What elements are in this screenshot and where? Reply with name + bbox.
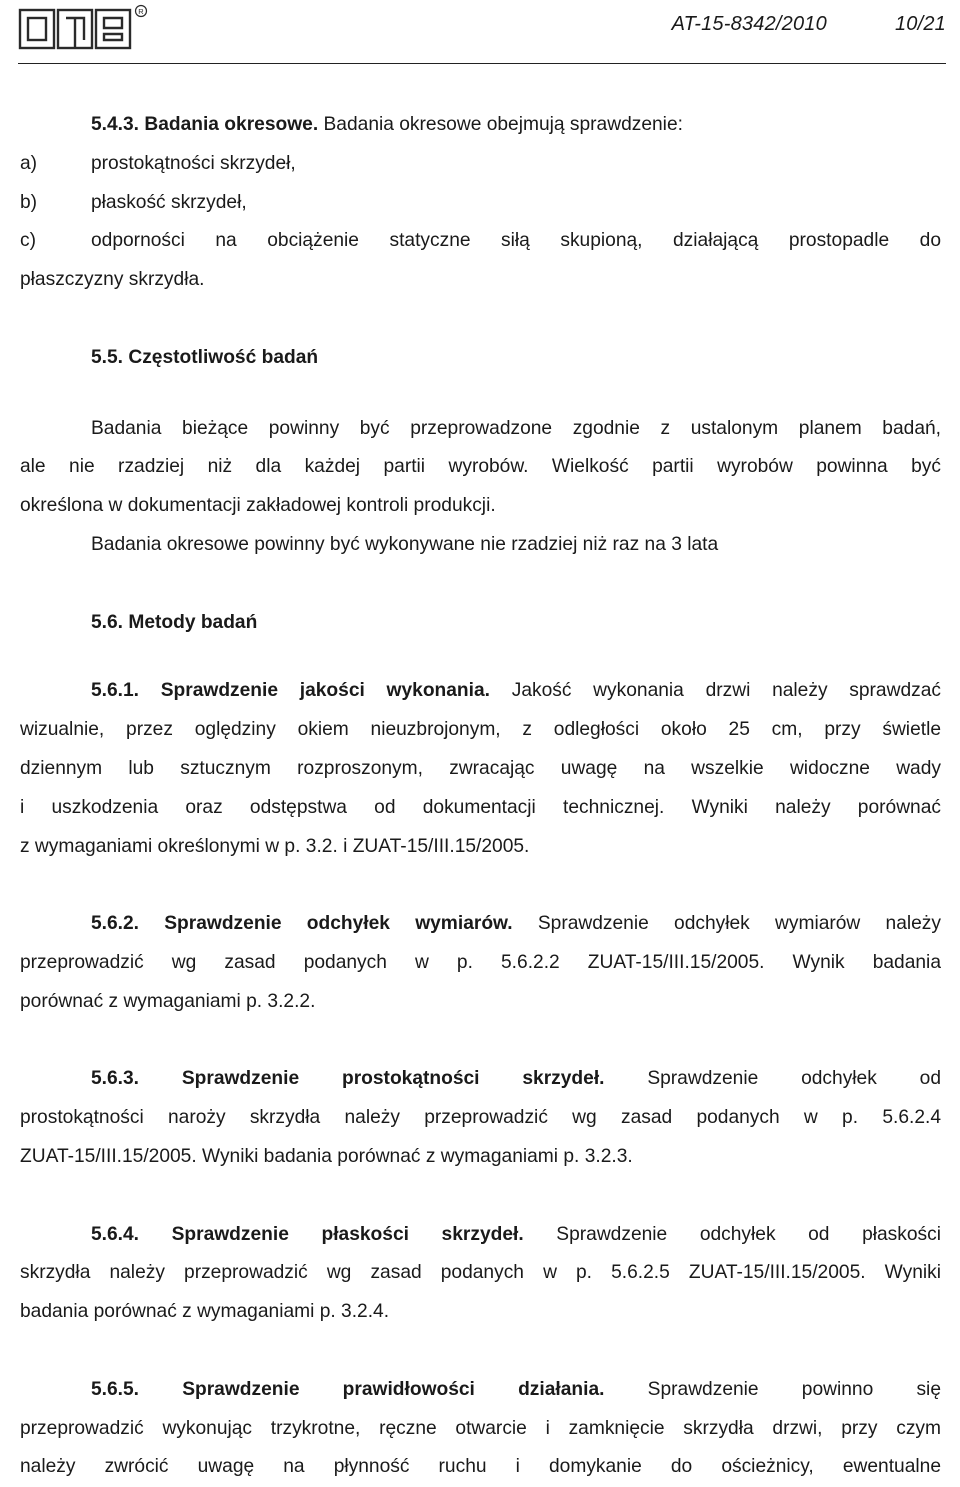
section-heading: 5.4.3. Badania okresowe.	[91, 114, 319, 135]
paragraph-line: dziennym lub sztucznym rozproszonym, zwracając uwagę na wszelkie widoczne wady	[20, 757, 941, 779]
spacer	[20, 642, 941, 672]
paragraph-line	[20, 672, 941, 711]
section-heading	[20, 604, 941, 643]
list-item	[20, 184, 941, 223]
paragraph-line: przeprowadzić wg zasad podanych w p. 5.6.2.2 ZUAT-15/III.15/2005. Wynik badania	[20, 951, 941, 973]
paragraph-line: porównać z wymaganiami p. 3.2.2.	[20, 990, 316, 1012]
section-heading: 5.6.5. Sprawdzenie prawidłowości działania.	[91, 1378, 605, 1400]
section-heading: 5.6.2. Sprawdzenie odchyłek wymiarów.	[91, 913, 513, 935]
spacer	[20, 565, 941, 604]
paragraph-line: przeprowadzić wykonując trzykrotne, ręczne otwarcie i zamknięcie skrzydła drzwi, przy czym	[20, 1417, 941, 1439]
paragraph-text: Badania okresowe obejmują sprawdzenie:	[318, 114, 683, 135]
list-text: płaskość skrzydeł,	[91, 191, 247, 213]
paragraph-line: Badania bieżące powinny być przeprowadzone zgodnie z ustalonym planem badań,	[91, 417, 941, 439]
spacer	[20, 300, 941, 339]
list-item	[20, 222, 941, 261]
paragraph-text: Sprawdzenie odchyłek wymiarów należy	[512, 913, 941, 935]
paragraph-line: wizualnie, przez oględziny okiem nieuzbrojonym, z odległości około 25 cm, przy świetle	[20, 719, 941, 741]
spacer	[20, 866, 941, 905]
section-heading: 5.6.3. Sprawdzenie prostokątności skrzydeł.	[91, 1068, 605, 1090]
paragraph-text: Sprawdzenie odchyłek od	[604, 1068, 941, 1090]
list-label: c)	[20, 230, 36, 252]
header-rule	[18, 63, 946, 64]
paragraph-line	[20, 905, 941, 944]
itb-logo-icon	[18, 4, 148, 50]
paragraph-text: Sprawdzenie odchyłek od płaskości	[523, 1223, 941, 1245]
section-heading	[20, 339, 941, 378]
list-item-continuation: płaszczyzny skrzydła.	[20, 269, 205, 291]
spacer	[20, 1332, 941, 1371]
paragraph-line: prostokątności naroży skrzydła należy przeprowadzić wg zasad podanych w p. 5.6.2.4	[20, 1107, 941, 1129]
list-label: b)	[20, 191, 38, 213]
svg-text:R: R	[138, 7, 144, 16]
section-heading: 5.6.1. Sprawdzenie jakości wykonania.	[91, 680, 490, 702]
paragraph-line: badania porównać z wymaganiami p. 3.2.4.	[20, 1301, 390, 1323]
paragraph-line: ale nie rzadziej niż dla każdej partii wyrobów. Wielkość partii wyrobów powinna być	[20, 456, 941, 478]
document-body	[20, 106, 941, 1487]
paragraph-line: określona w dokumentacji zakładowej kontroli produkcji.	[20, 495, 496, 517]
paragraph-line: i uszkodzenia oraz odstępstwa od dokumentacji technicznej. Wyniki należy porównać	[20, 796, 941, 818]
page-header	[0, 0, 960, 60]
document-reference	[672, 13, 946, 36]
list-text: odporności na obciążenie statyczne siłą skupioną, działającą prostopadle do	[91, 230, 941, 252]
page-number: 10/21	[894, 13, 946, 35]
section-heading-text: 5.5. Częstotliwość badań	[91, 346, 319, 368]
paragraph-line: z wymaganiami określonymi w p. 3.2. i ZUAT-15/III.15/2005.	[20, 835, 530, 857]
paragraph-line	[20, 1371, 941, 1410]
list-text: prostokątności skrzydeł,	[91, 152, 296, 174]
section-5-4-3-heading-line	[20, 106, 941, 145]
section-heading-text: 5.6. Metody badań	[91, 611, 258, 633]
spacer	[20, 378, 941, 410]
paragraph-line: należy zwrócić uwagę na płynność ruchu i domykanie do ościeżnicy, ewentualne	[20, 1456, 941, 1478]
paragraph-text: Sprawdzenie powinno się	[604, 1378, 941, 1400]
paragraph-line: Badania okresowe powinny być wykonywane nie rzadziej niż raz na 3 lata	[91, 533, 719, 555]
paragraph-line	[20, 1216, 941, 1255]
paragraph-line: skrzydła należy przeprowadzić wg zasad podanych w p. 5.6.2.5 ZUAT-15/III.15/2005. Wyniki	[20, 1262, 941, 1284]
paragraph-line	[20, 1060, 941, 1099]
list-item	[20, 145, 941, 184]
document-number: AT-15-8342/2010	[671, 13, 827, 35]
section-heading: 5.6.4. Sprawdzenie płaskości skrzydeł.	[91, 1223, 524, 1245]
spacer	[20, 1177, 941, 1216]
list-label: a)	[20, 152, 38, 174]
spacer	[20, 1022, 941, 1061]
paragraph-text: Jakość wykonania drzwi należy sprawdzać	[490, 680, 941, 702]
paragraph-line: ZUAT-15/III.15/2005. Wyniki badania porównać z wymaganiami p. 3.2.3.	[20, 1145, 633, 1167]
